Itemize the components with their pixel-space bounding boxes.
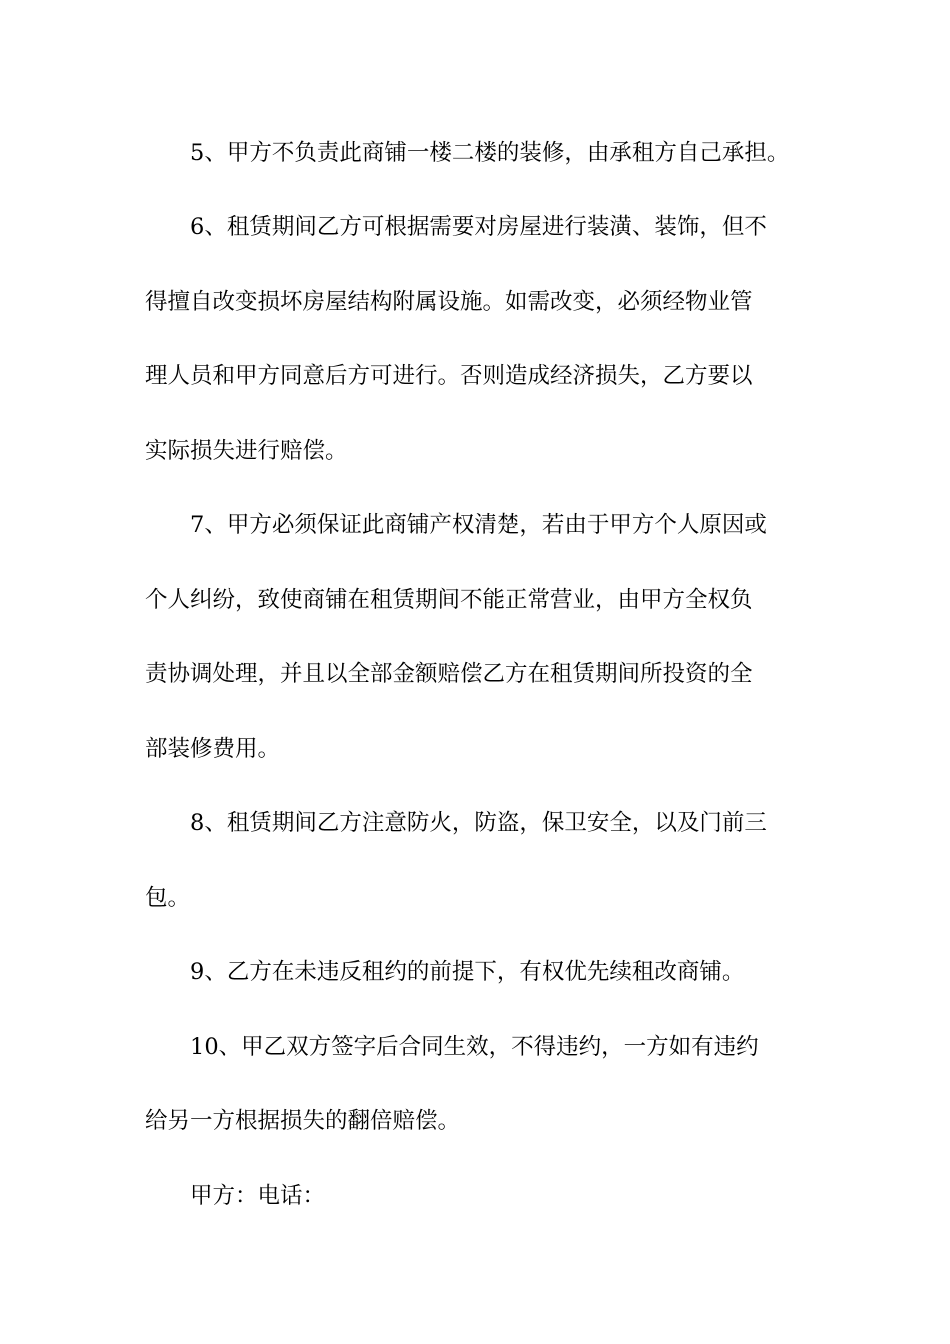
clause-7-line-1: 7、甲方必须保证此商铺产权清楚，若由于甲方个人原因或 bbox=[190, 512, 767, 538]
clause-6-line-1: 6、租赁期间乙方可根据需要对房屋进行装潢、装饰，但不 bbox=[190, 214, 767, 240]
clause-7-line-2: 个人纠纷，致使商铺在租赁期间不能正常营业，由甲方全权负 bbox=[145, 587, 753, 613]
clause-10-line-1: 10、甲乙双方签字后合同生效，不得违约，一方如有违约 bbox=[190, 1034, 759, 1060]
clause-6-line-4: 实际损失进行赔偿。 bbox=[145, 438, 348, 464]
clause-6-line-2: 得擅自改变损坏房屋结构附属设施。如需改变，必须经物业管 bbox=[145, 289, 753, 315]
clause-8-line-2: 包。 bbox=[145, 885, 191, 911]
party-a-phone-line: 甲方：电话： bbox=[190, 1183, 326, 1209]
clause-5-line-1: 5、甲方不负责此商铺一楼二楼的装修，由承租方自己承担。 bbox=[190, 140, 790, 166]
clause-6-line-3: 理人员和甲方同意后方可进行。否则造成经济损失，乙方要以 bbox=[145, 363, 753, 389]
clause-7-line-4: 部装修费用。 bbox=[145, 736, 281, 762]
clause-8-line-1: 8、租赁期间乙方注意防火，防盗，保卫安全，以及门前三 bbox=[190, 810, 767, 836]
clause-10-line-2: 给另一方根据损失的翻倍赔偿。 bbox=[145, 1108, 461, 1134]
clause-9-line-1: 9、乙方在未违反租约的前提下，有权优先续租改商铺。 bbox=[190, 959, 745, 985]
clause-7-line-3: 责协调处理，并且以全部金额赔偿乙方在租赁期间所投资的全 bbox=[145, 661, 753, 687]
